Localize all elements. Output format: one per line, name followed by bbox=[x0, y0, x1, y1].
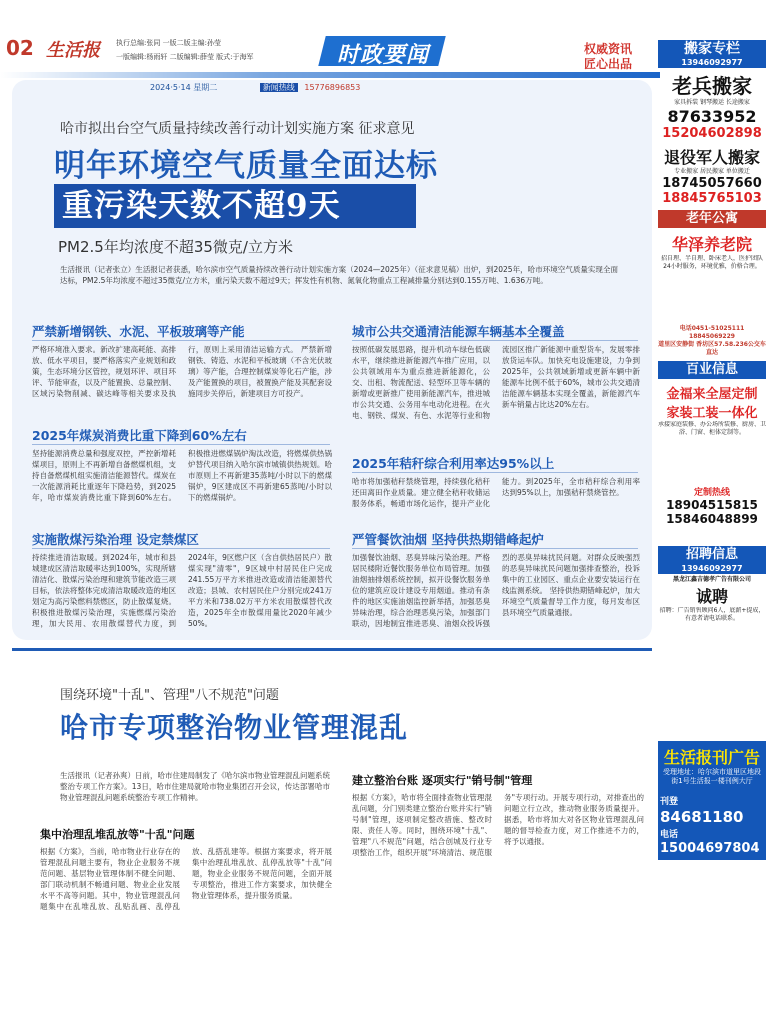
staff-line-1: 执行总编:张同 一版二版主编:孙莹 bbox=[116, 39, 221, 47]
ad-veteran-phone2: 18845765103 bbox=[662, 191, 762, 206]
article1-section-2-text: 坚持能源消费总量和强度双控，严控新增耗煤项目，原则上不再新增自备燃煤机组，支持自备燃煤机组实施清洁能源替代。煤炭在一次能源消耗比重逐年下降趋势，到2025年，哈市煤炭消费比重下降到60%左右。 积极推进燃煤锅炉淘汰改造，将燃煤供热锅炉替代项目纳入哈尔滨市城镇供热规划。哈市原则上不再新建35蒸吨/小时以下的燃煤锅炉，9区建成区不再新建65蒸吨/小时以下的燃煤锅炉。 bbox=[32, 449, 332, 502]
ad-header-moving: 搬家专栏 bbox=[658, 40, 766, 58]
ad-shenghuo-desc: 受理地址：哈尔滨市道里区地段街1号生活报一楼刊例大厅 bbox=[663, 768, 761, 785]
article1-section-1-title: 严禁新增钢铁、水泥、平板玻璃等产能 bbox=[32, 324, 245, 339]
article2-headline: 哈市专项整治物业管理混乱 bbox=[60, 711, 409, 744]
hotline-label: 新闻热线 bbox=[260, 83, 298, 92]
article1-section-2-title: 2025年煤炭消费比重下降到60%左右 bbox=[32, 428, 247, 443]
article2-section-1-title: 集中治理乱堆乱放等"十乱"问题 bbox=[40, 828, 195, 841]
article1-section-5-title: 2025年秸秆综合利用率达95%以上 bbox=[352, 456, 555, 471]
section-divider bbox=[352, 340, 638, 341]
ad-header-jobs: 招聘信息 bbox=[658, 546, 766, 564]
staff-line-2: 一版编辑:杨雨轩 二版编辑:薛莹 版式:于海军 bbox=[116, 53, 254, 61]
section-divider bbox=[32, 340, 330, 341]
ad-shenghuo-phone2-label: 电话 bbox=[660, 830, 679, 840]
paper-name: 生活报 bbox=[46, 40, 100, 61]
ad-shenghuo-title: 生活报刊广告 bbox=[663, 748, 760, 767]
ad-jinfulai-phone2: 15846048899 bbox=[666, 512, 758, 526]
section-banner: 时政要闻 bbox=[336, 43, 429, 68]
ad-shenghuo-phone1-row bbox=[660, 790, 764, 826]
ad-huaze-desc: 招自理、半自理、卧床老人，医护团队24小时服务，环境优雅，价格合理。 bbox=[660, 255, 763, 270]
section-divider bbox=[352, 472, 638, 473]
article1-lead: 生活报讯（记者张立）生活报记者获悉，哈尔滨市空气质量持续改善行动计划实施方案（2024—2025年）（征求意见稿）出炉，到2025年，哈市环境空气质量实现全面达标，PM2.5年均浓度不超过35微克/立方米，重污染天数不超过9天；挥发性有机物、氮氧化物重点工程减排量分别达到0.155万吨、1.636万吨。 bbox=[60, 265, 618, 285]
ad-shenghuo-phone2: 15004697804 bbox=[660, 841, 760, 856]
dateline bbox=[150, 82, 360, 93]
article1-section-3-text: 持续推进清洁取暖。到2024年，城市和县城建成区清洁取暖率达到100%，实现所辖清洁化、散煤污染治理和建筑节能改造三项目标，依法将整体完成清洁取暖改造的地区划定为高污染燃料禁燃区，防止散煤复烧。 积极推进散煤污染治理，实施燃煤污染治理，加大民用、农用散煤替代力度，到2024年，9区燃户区（含自供热居民户）散煤实现"清零"，9区城中村居民住户完成241.55万平方米推进改造或清洁能源替代改造；县城、农村居民住户分别完成241万平方米和738.02万平方米农用散煤替代改造，2025年全市散煤用量比2020年减少50%。 bbox=[32, 553, 332, 628]
article1-section-4-title: 城市公共交通清洁能源车辆基本全覆盖 bbox=[352, 324, 565, 339]
article2-kicker: 围绕环境"十乱"、管理"八不规范"问题 bbox=[60, 688, 279, 703]
ad-jinfulai-desc: 承接家庭装修、办公场所装修、厨房、卫浴、门窗、柜体定制等。 bbox=[658, 421, 766, 436]
ad-shenghuo-phone1: 84681180 bbox=[660, 808, 744, 826]
section-divider bbox=[32, 548, 330, 549]
ad-veteran-title: 退役军人搬家 bbox=[663, 148, 760, 167]
ad-veteran-phone1: 18745057660 bbox=[662, 176, 762, 191]
slogan bbox=[584, 42, 632, 72]
ad-header-elderly: 老年公寓 bbox=[658, 210, 766, 228]
article1-section-1-text: 严格环境准入要求。新改扩建高耗能、高排放、低水平项目，要严格落实产业规划和政策，生态环境分区管控，规划环评、项目环评、节能审查，以及产能置换、总量控制、区域污染物削减、碳达峰等相关要求及执行，原则上采用清洁运输方式。 严禁新增钢铁、铸造、水泥和平板玻璃（不含光伏玻璃）等产能，合理控制煤炭等化石产能，涉及产能置换的项目，被置换产能及其配套设施同步关停后，新建项目方可投产。 bbox=[32, 345, 332, 398]
article1-section-6-text: 加强餐饮油烟、恶臭异味污染治理。严格居民楼附近餐饮服务单位布局管理。加强油烟抽排烟系统控制，拟开设餐饮服务单位的建筑应设计建设专用烟道。推动有条件的地区实施油烟监控新举措，加强恶臭异味治理，综合治理恶臭污染，加强部门联动，因地制宜推进恶臭、油烟众投诉强烈的恶臭异味扰民问题。对群众反映强烈的恶臭异味扰民问题加强排查整治，投诉集中的工业园区、重点企业要安装运行在线监测系统。 坚持供热期错峰起炉，加大环境空气质量督导工作力度，每月发布区县环境空气质量通报。 bbox=[352, 553, 640, 628]
issue-date: 2024·5·14 星期二 bbox=[150, 83, 218, 92]
ad-jinfulai-phone-label: 定制热线 bbox=[693, 488, 730, 498]
article2-section-2-text: 根据《方案》，哈市将全面排查物业管理混乱问题，分门别类建立整治台账并实行"销号制"管理，逐项制定整改措施、整改时限、责任人等。同时，围绕环境"十乱"、管理"八不规范"问题，结合创城及行业专项整治工作，组织开展"环境清洁、规范服务"专项行动。开展专项行动，对排查出的问题立行立改，推动物业服务质量提升。 据悉，哈市将加大对各区物业管理混乱问题的督导检查力度，对工作推进不力的，将予以通报。 bbox=[352, 793, 644, 857]
article1-section-6-title: 严管餐饮油烟 坚持供热期错峰起炉 bbox=[352, 532, 544, 547]
ad-header-moving-phone: 13946092977 bbox=[658, 58, 766, 68]
article1-headline-line2: 重污染天数不超9天 bbox=[54, 184, 416, 228]
ad-jinfulai-phone1: 18904515815 bbox=[666, 498, 758, 512]
ad-huaze-addr: 道里区安静街 香坊区57.58.236公交车直达 bbox=[658, 341, 766, 356]
ad-jinfulai-title2: 家装工装一体化 bbox=[666, 406, 758, 421]
article1-section-3-title: 实施散煤污染治理 设定禁煤区 bbox=[32, 532, 199, 547]
ads-column bbox=[658, 40, 766, 1016]
page-header bbox=[0, 0, 768, 76]
ad-laobing-title: 老兵搬家 bbox=[672, 74, 752, 98]
article2-section-1-text: 根据《方案》，当前，哈市物业行业存在的管理混乱问题主要有，物业企业服务不规范问题、基层物业管理体制不健全问题、部门联动机制不畅通问题、物业企业发展水平不高等问题。其中，物业管理混乱问题集中在乱堆乱放、乱贴乱画、乱停乱放、乱搭乱建等。根据方案要求，将开展集中治理乱堆乱放、乱停乱放等"十乱"问题，物业企业服务不规范问题，全面开展专项整治，推进工作方案要求，加快健全物业管理体系，提升服务质量。 bbox=[40, 847, 332, 911]
ad-huaze-phone: 电话0451-51025111 18845069229 bbox=[679, 325, 745, 340]
ad-jinfulai-title1: 金福来全屋定制 bbox=[666, 387, 758, 402]
section-divider bbox=[352, 548, 638, 549]
ad-header-jobs-phone: 13946092977 bbox=[658, 564, 766, 574]
ad-laobing-desc: 家具拆装 钢琴搬运 长途搬家 bbox=[674, 99, 750, 106]
ad-laobing-phone2: 15204602898 bbox=[662, 126, 762, 141]
ad-shenghuo-phone1-label: 刊登 bbox=[660, 797, 679, 807]
article2-section-2-title: 建立整治台账 逐项实行"销号制"管理 bbox=[352, 774, 533, 787]
hotline-number: 15776896853 bbox=[304, 83, 361, 92]
article2-lead: 生活报讯（记者孙爽）日前，哈市住建局制发了《哈尔滨市物业管理混乱问题系统整治专项工作方案》。13日，哈市住建局就哈市物业集团召开会议，传达部署哈市物业管理混乱问题系统整治专项工作精神。 bbox=[60, 771, 330, 802]
slogan-line-2: 匠心出品 bbox=[584, 57, 633, 71]
article1-section-5-text: 哈市将加强秸秆禁烧管理，持续强化秸秆还田离田作业质量。建立健全秸秆收储运服务体系，畅通市场化运作，提升产业化能力。到2025年，全市秸秆综合利用率达到95%以上，加强秸秆禁烧管控。 bbox=[352, 477, 640, 508]
ad-jobs-title: 诚聘 bbox=[695, 587, 728, 606]
ad-laobing-phone1: 87633952 bbox=[667, 107, 757, 126]
section-divider bbox=[32, 444, 330, 445]
header-rule bbox=[0, 72, 660, 78]
article1-headline: 明年环境空气质量全面达标 bbox=[54, 148, 438, 184]
ad-jobs-company: 黑龙江鑫吉德孝广告有限公司 bbox=[672, 576, 751, 583]
article1-subhead: PM2.5年均浓度不超35微克/立方米 bbox=[58, 238, 293, 256]
ad-header-business: 百业信息 bbox=[658, 361, 766, 379]
article1-section-4-text: 按照低碳发展思路，提升机动车绿色低碳水平，继续推进新能源汽车推广应用，以公共领域用车为重点推进新能源化，公交、出租、物流配送、轻型环卫等车辆的新增或更新推广使用新能源汽车，推进城市公共交通、公务用车电动化进程。在火电、钢铁、煤炭、有色、水泥等行业和物流园区推广新能源中重型货车，发展零排放货运车队。加快充电设施建设，力争到2025年，公共领域新增或更新车辆中新能源车比例不低于60%，城市公共交通清洁能源车辆基本实现全覆盖，新能源汽车新车销量占比达20%左右。 bbox=[352, 345, 640, 420]
page-number: 02 bbox=[6, 36, 34, 60]
slogan-line-1: 权威资讯 bbox=[584, 42, 633, 56]
ad-jobs-desc: 招聘：广告销售顾问6人，底薪+提成，有意者请电话联系。 bbox=[659, 607, 765, 622]
ad-huaze-title: 华泽养老院 bbox=[671, 235, 752, 254]
ad-shenghuo-box bbox=[658, 741, 766, 860]
ad-shenghuo-phone2-row bbox=[660, 826, 764, 856]
ad-veteran-desc: 专业搬家 居民搬家 单位搬迁 bbox=[674, 168, 750, 175]
article1-kicker: 哈市拟出台空气质量持续改善行动计划实施方案 征求意见 bbox=[60, 121, 415, 137]
